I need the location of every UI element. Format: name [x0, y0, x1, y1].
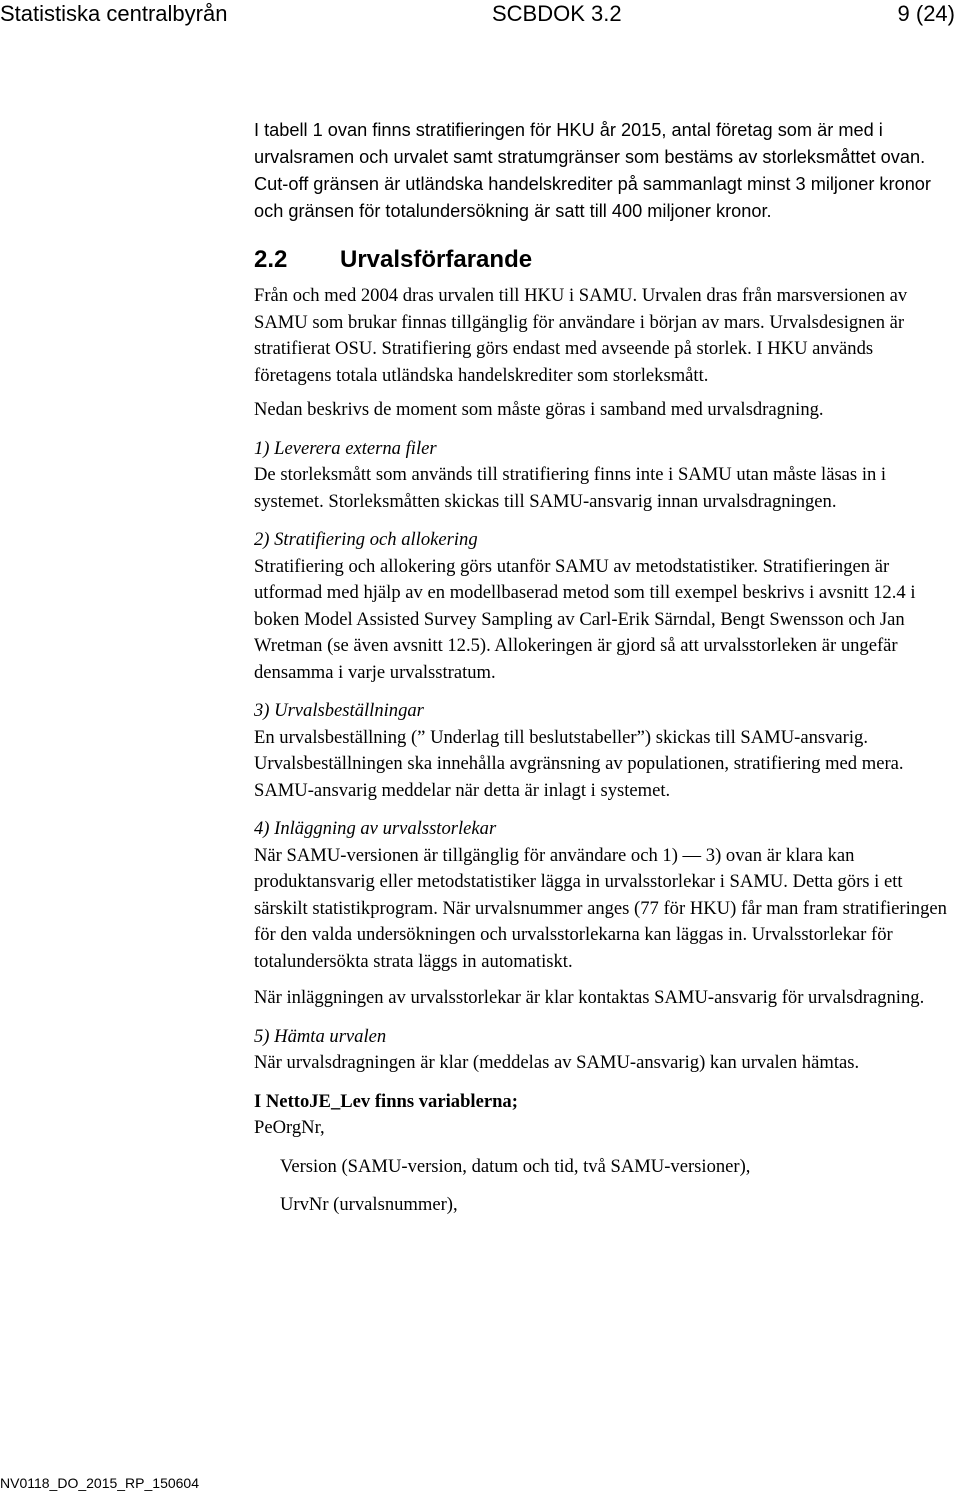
document-id: SCBDOK 3.2: [492, 1, 622, 26]
variable-item: Version (SAMU-version, datum och tid, två SAMU-versioner),: [280, 1155, 751, 1177]
document-footer-code: NV0118_DO_2015_RP_150604: [0, 1475, 200, 1491]
variables-heading: I NettoJE_Lev finns variablerna;: [254, 1090, 518, 1112]
variable-item: UrvNr (urvalsnummer),: [280, 1194, 458, 1215]
step4-followup-text: När inläggningen av urvalsstorlekar är klar kontaktas SAMU-ansvarig för urvalsdragning.: [254, 987, 925, 1008]
section-number: 2.2: [254, 246, 288, 273]
section-heading: [254, 246, 954, 274]
step5-text: När urvalsdragningen är klar (meddelas av SAMU-ansvarig) kan urvalen hämtas.: [254, 1052, 860, 1073]
step4-text: När SAMU-versionen är tillgänglig för användare och 1) — 3) ovan är klara kan produktansvarig eller metodstatistiker lägga in urvalsstorlekar i SAMU. Detta görs i ett särskilt statistikprogram. När urvalsnummer anges (77 för HKU) får man fram stratifieringen för den valda undersökningen och urvalsstorlekarna kan läggas in. Urvalsstorlekar för totalundersökta strata läggs in automatiskt.: [254, 844, 947, 972]
intro-paragraph: I tabell 1 ovan finns stratifieringen för HKU år 2015, antal företag som är med i urvalsramen och urvalet samt stratumgränser som bestäms av storleksmåttet ovan. Cut-off gränsen är utländska handelskrediter på sammanlagt minst 3 miljoner kronor och gränsen för totalundersökning är satt till 400 miljoner kronor.: [254, 120, 931, 221]
step5-title: 5) Hämta urvalen: [254, 1025, 387, 1047]
step2-title: 2) Stratifiering och allokering: [254, 529, 478, 550]
step4-title: 4) Inläggning av urvalsstorlekar: [254, 818, 497, 839]
step1-text: De storleksmått som används till stratifiering finns inte i SAMU utan måste läsas in i systemet. Storleksmåtten skickas till SAMU-ansvarig innan urvalsdragningen.: [254, 464, 887, 512]
page-number: 9 (24): [897, 1, 955, 26]
step3-text: En urvalsbeställning (” Underlag till beslutstabeller”) skickas till SAMU-ansvarig. Urvalsbeställningen ska innehålla avgränsning av populationen, stratifiering med mera. SAMU-ansvarig meddelar när detta är inlagt i systemet.: [254, 726, 904, 801]
paragraph-moment: Nedan beskrivs de moment som måste göras i samband med urvalsdragning.: [254, 399, 824, 420]
step3-title: 3) Urvalsbeställningar: [254, 700, 424, 721]
organization-name: Statistiska centralbyrån: [0, 1, 228, 26]
step2-text: Stratifiering och allokering görs utanför SAMU av metodstatistiker. Stratifieringen är utformad med hjälp av en modellbaserad metod som till exempel beskrivs i avsnitt 12.4 i boken Model Assisted Survey Sampling av Carl-Erik Särndal, Bengt Swensson och Jan Wretman (se även avsnitt 12.5). Allokeringen är gjord så att urvalsstorleken är ungefär densamma i varje urvalsstratum.: [254, 555, 916, 683]
variable-item: PeOrgNr,: [254, 1117, 325, 1138]
step1-title: 1) Leverera externa filer: [254, 437, 437, 459]
section-title: Urvalsförfarande: [340, 246, 533, 273]
page-body: [254, 117, 954, 1219]
page-header: [0, 0, 960, 30]
paragraph-urval: Från och med 2004 dras urvalen till HKU i SAMU. Urvalen dras från marsversionen av SAMU som brukar finnas tillgänglig för användare i början av mars. Urvalsdesignen är stratifierat OSU. Stratifiering görs endast med avseende på storlek. I HKU används företagens totala utländska handelskrediter som storleksmått.: [254, 285, 908, 386]
